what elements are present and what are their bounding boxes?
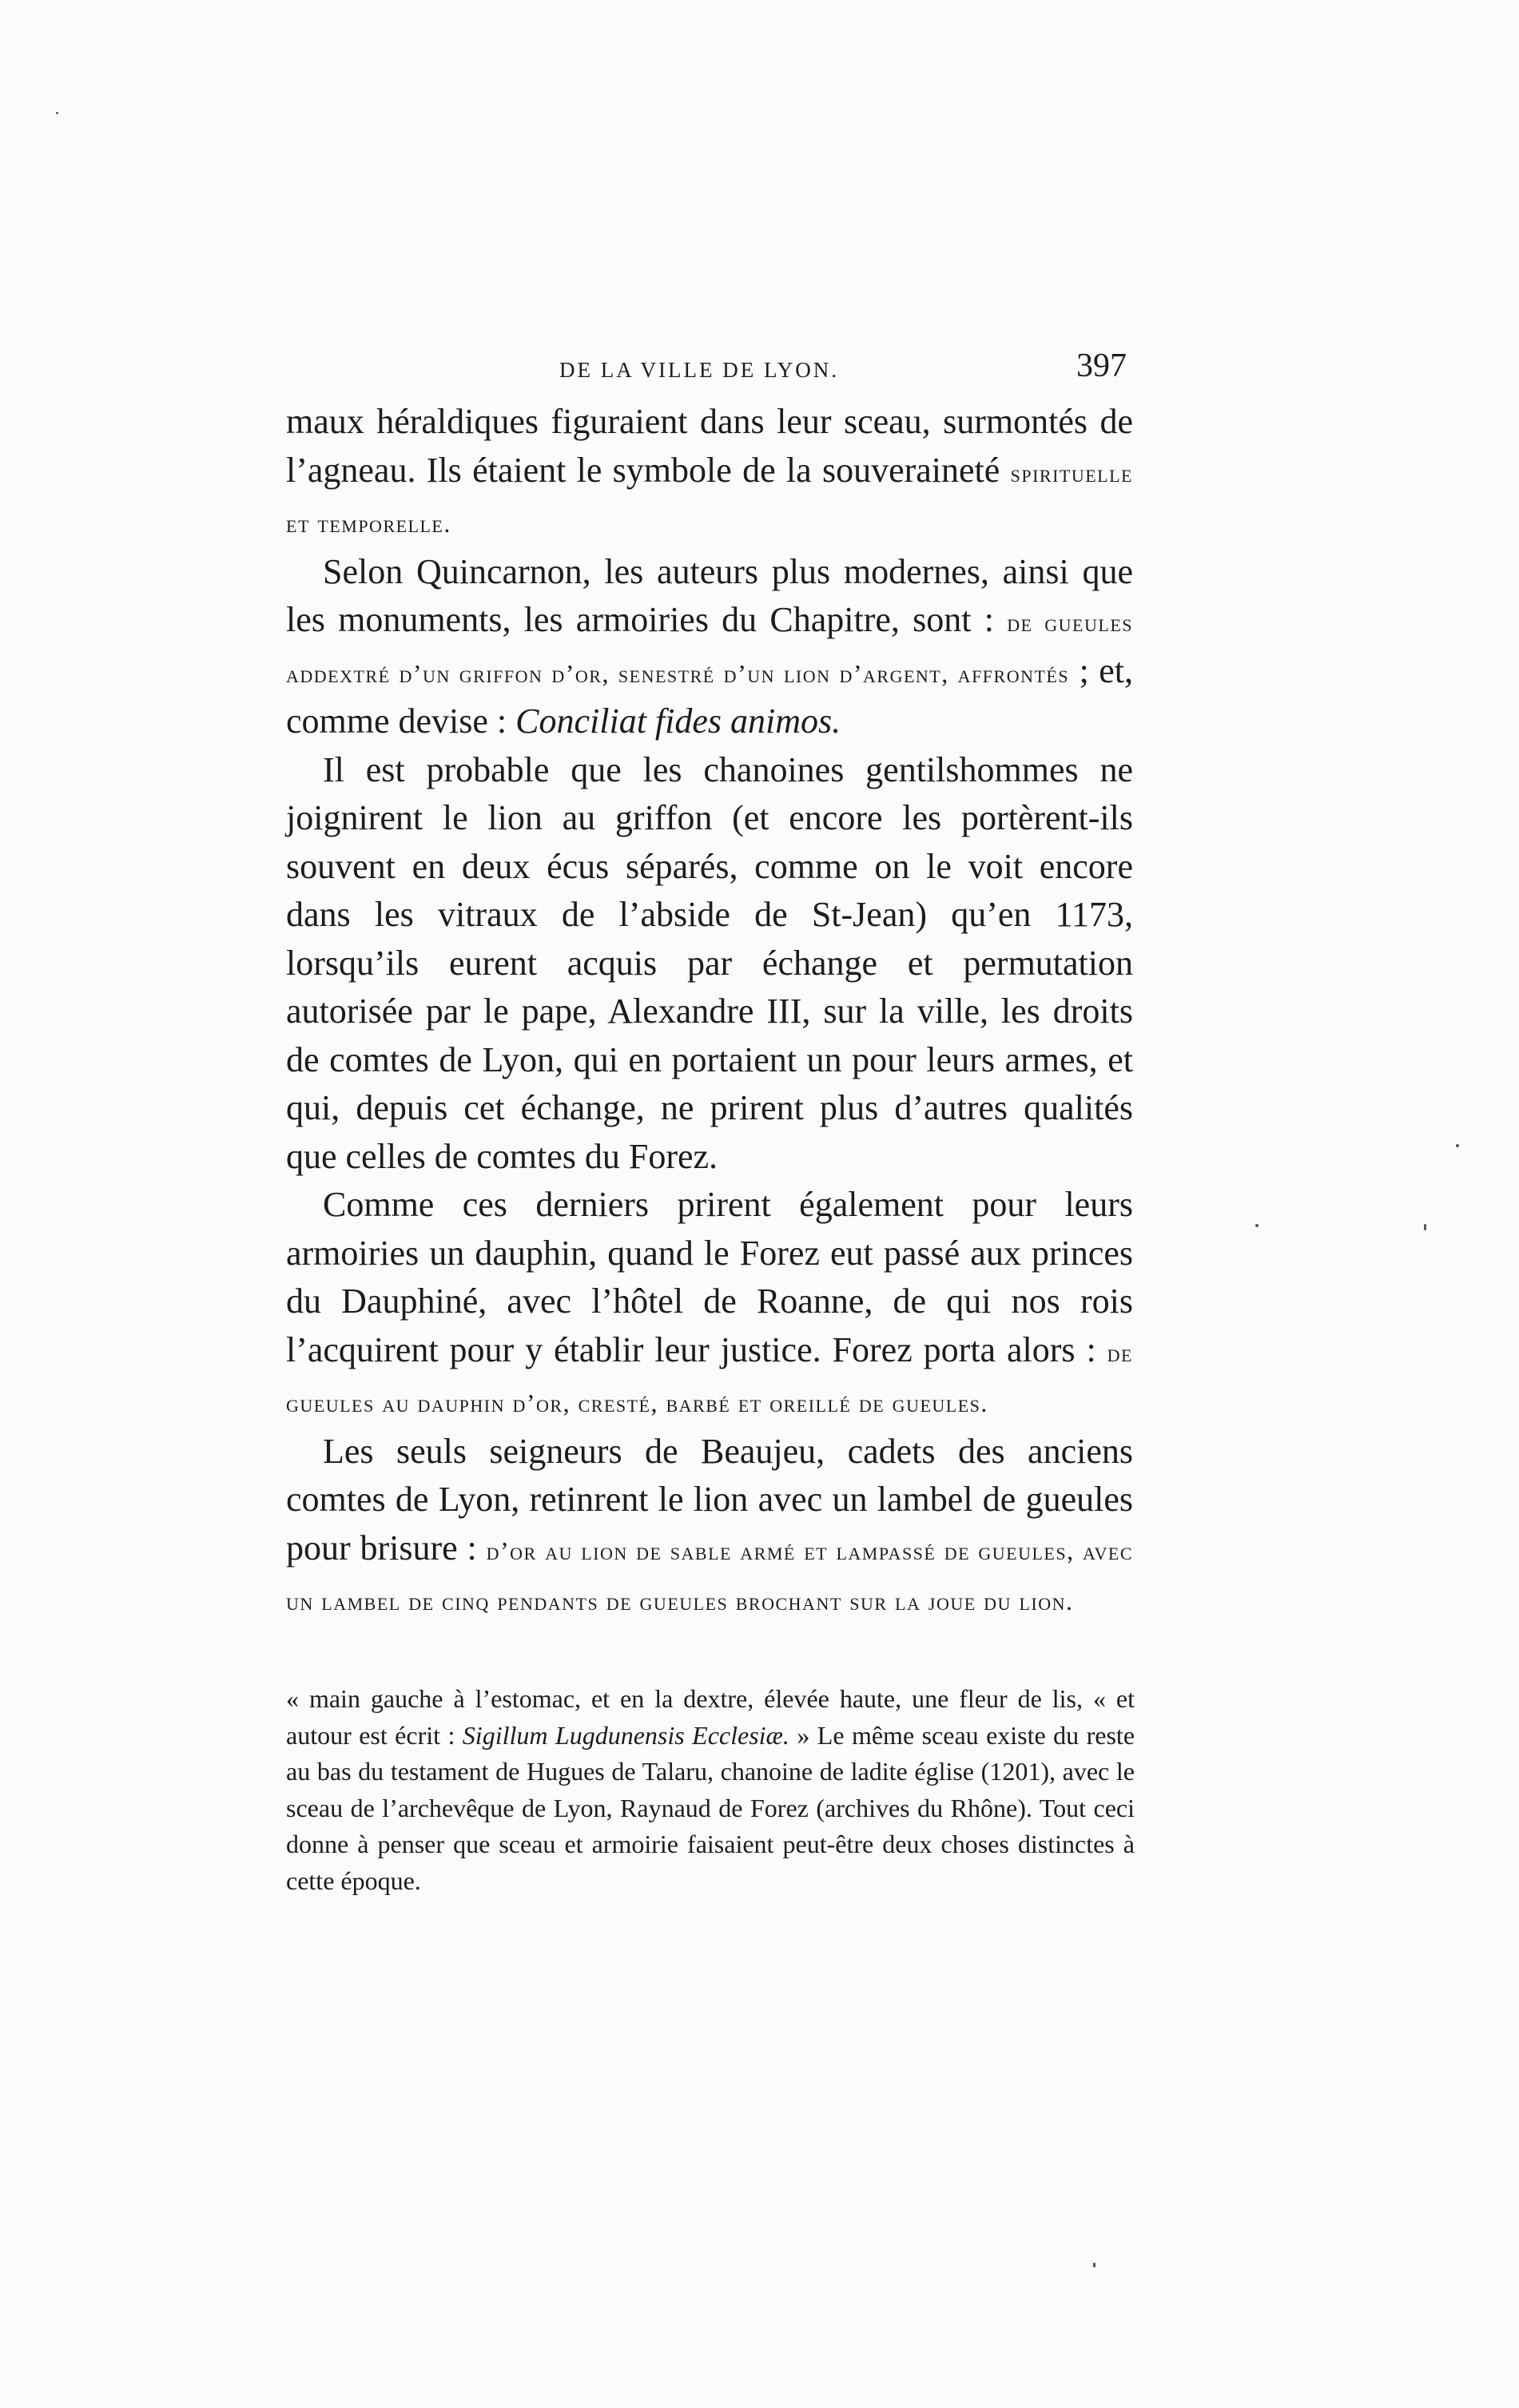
paper-speck	[1255, 1224, 1259, 1227]
paragraph-3	[286, 746, 1133, 1182]
italic-span: Sigillum Lugdunensis Ecclesiæ.	[462, 1720, 789, 1750]
text-span: « main gauche à l’estomac, et en la dextre, élevée haute, une fleur de lis, « et autour est écrit :	[286, 1684, 1135, 1750]
page-header	[272, 347, 1127, 403]
text-span: Comme ces derniers prirent également pour leurs armoiries un dauphin, quand le Forez eut passé aux princes du Dauphiné, avec l’hôtel de Roanne, de qui nos rois l’acquirent pour y établir leur justice. Forez porta alors :	[286, 1185, 1133, 1369]
paper-speck	[1424, 1224, 1426, 1230]
footnote	[286, 1681, 1135, 1899]
text-span: » Le même sceau existe du reste au bas du testament de Hugues de Talaru, chanoine de ladite église (1201), avec le sceau de l’archevêque de Lyon, Raynaud de Forez (archives du Rhône). Tout ceci donne à penser que sceau et armoirie faisaient peut-être deux choses distinctes à cette époque.	[286, 1720, 1135, 1895]
paper-speck	[1093, 2263, 1096, 2267]
italic-span: Conciliat fides animos.	[515, 701, 841, 741]
smallcaps-span: de gueules addextré d’un griffon d’or, senestré d’un lion d’argent, affrontés	[286, 608, 1133, 688]
smallcaps-span: spirituelle et temporelle.	[286, 458, 1133, 538]
text-span: maux héraldiques figuraient dans leur sceau, surmontés de l’agneau. Ils étaient le symbole de la souveraineté	[286, 402, 1133, 490]
main-text	[286, 398, 1133, 1626]
paragraph-5	[286, 1428, 1133, 1626]
paper-speck	[56, 112, 58, 114]
text-span: Selon Quincarnon, les auteurs plus modernes, ainsi que les monuments, les armoiries du Chapitre, sont :	[286, 551, 1133, 639]
running-title: DE LA VILLE DE LYON.	[559, 358, 839, 382]
text-span: Les seuls seigneurs de Beaujeu, cadets des anciens comtes de Lyon, retinrent le lion avec un lambel de gueules pour brisure :	[286, 1431, 1133, 1568]
paper-speck	[1456, 1144, 1459, 1147]
text-span: Il est probable que les chanoines gentilshommes ne joignirent le lion au griffon (et encore les portèrent-ils souvent en deux écus séparés, comme on le voit encore dans les vitraux de l’abside de St-Jean) qu’en 1173, lorsqu’ils eurent acquis par échange et permutation autorisée par le pape, Alexandre III, sur la ville, les droits de comtes de Lyon, qui en portaient un pour leurs armes, et qui, depuis cet échange, ne prirent plus d’autres qualités que celles de comtes du Forez.	[286, 749, 1133, 1176]
paragraph-1	[286, 398, 1133, 548]
smallcaps-span: de gueules au dauphin d’or, cresté, barbé et oreillé de gueules.	[286, 1337, 1133, 1417]
text-span: ; et, comme devise :	[286, 650, 1134, 741]
smallcaps-span: d’or au lion de sable armé et lampassé de gueules, avec un lambel de cinq pendants de gueules brochant sur la joue du lion.	[286, 1536, 1133, 1615]
page-number: 397	[1076, 348, 1127, 384]
footnote-paragraph	[286, 1681, 1135, 1899]
paragraph-2	[286, 548, 1133, 746]
paragraph-4	[286, 1181, 1133, 1428]
